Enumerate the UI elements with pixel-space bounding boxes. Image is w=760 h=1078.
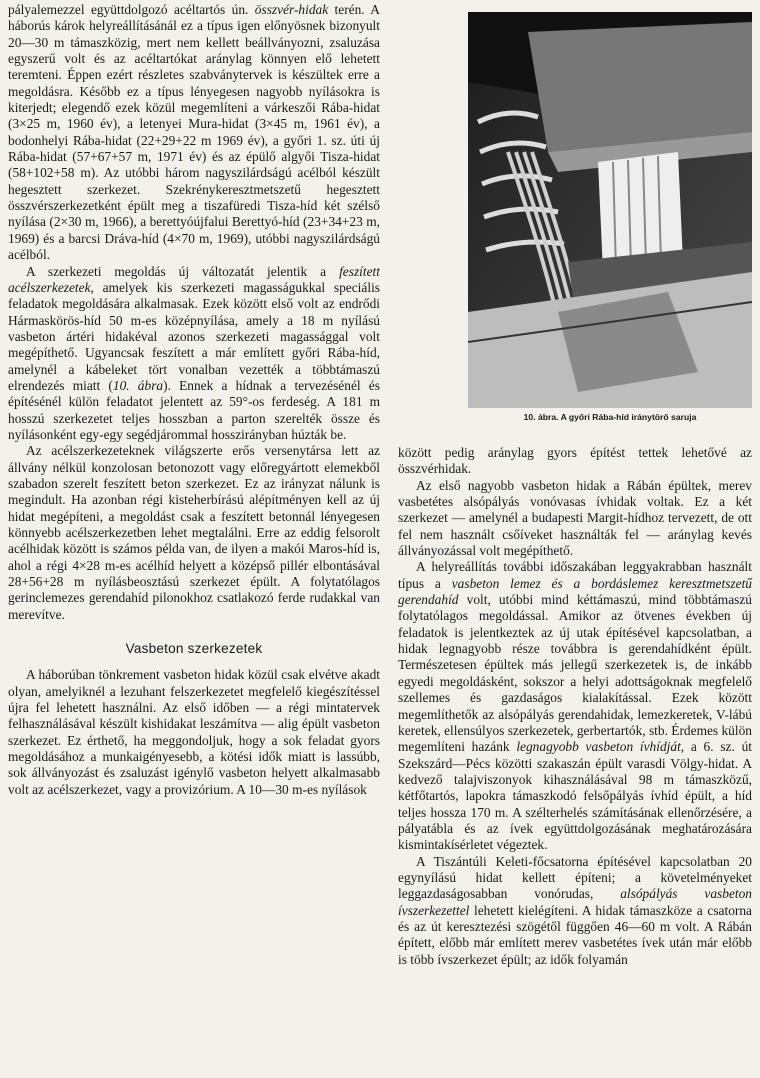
- text-run: lehetett kielégíteni. A hidak támaszköze a csatorna és az út keresztezési szögétől függően 46—60 m volt. A Rábán épített, előbb már említett merev vasbetétes ívek után már előbb is több ívszerkezet épült; az idők folyamán: [398, 902, 752, 967]
- paragraph: [398, 478, 752, 560]
- italic-run: 10. ábra: [112, 377, 164, 393]
- paragraph: [8, 667, 380, 798]
- text-run: Az első nagyobb vasbeton hidak a Rábán épültek, merev vasbetétes alsópályás vonóvasas ívhidak voltak. Ez a két szerkezet — amelynél a budapesti Margit-hídhoz tervezett, de ott fel nem használt csőíveket használták fel — aránylag kevés állványozással volt megépíthető.: [398, 477, 752, 559]
- italic-run: összvér-hidak: [254, 2, 329, 17]
- text-run: A szerkezeti megoldás új változatát jelentik a: [26, 263, 340, 279]
- text-run: között pedig aránylag gyors építést tettek lehetővé az összvérhidak.: [398, 445, 752, 477]
- text-run: A helyreállítás további időszakában leggyakrabban használt típus a: [398, 559, 752, 591]
- left-column: [8, 2, 380, 798]
- paragraph: [8, 443, 380, 623]
- text-run: terén. A háborús károk helyreállításánál ez a típus igen előnyösnek bizonyult 20—30 m támaszközig, mert nem kellett beállványozni, zsaluzása egyszerű volt és az acéltartókat aránylag könnyen elő lehetett teremteni. Éppen ezért részletes szabványtervek is készültek erre a megoldásra. Később ez a típus lényegesen nagyobb nyílásokra is kiterjedt; elegendő ezek közül megemlíteni a várkeszői Rába-hidat (3×25 m, 1960 év), a letenyei Mura-hidat (3×45 m, 1961 év), a bodonhelyi Rába-hidat (22+29+22 m 1969 év), a győri 1. sz. úti új Rába-hidat (57+67+57 m, 1971 év) és az épülő algyői Tisza-hidat (58+102+58 m). Az utóbbi három nagyszilárdságú acélból készült hegesztett szerkezet. Szekrénykeresztmetszetű hegesztett összvérszerkezetként épült meg a tiszafüredi Tisza-híd két szélső nyílása (2×30 m, 1966), a berettyóújfalui Berettyó-híd (23+34+23 m, 1969) és a barcsi Dráva-híd (4×70 m, 1969), utóbbi nagyszilárdságú acélból.: [8, 2, 380, 263]
- right-column: [398, 445, 752, 968]
- paragraph: [8, 2, 380, 264]
- right-paragraphs: [398, 445, 752, 968]
- italic-run: legnagyobb vasbeton ívhídját: [516, 739, 681, 755]
- text-run: volt, utóbbi mind kéttámaszú, mind többtámaszú folytatólagos megoldással. Amikor az ötvenes években új feladatok is jelentkeztek az új utak építésével kapcsolatban, a hidak legnagyobb része továbbra is gerendahídként épült. Természetesen épültek más jellegű szerkezetek is, de inkább egyedi megoldásként, sokszor a helyi adottságoknak megfelelő szellemes és gazdaságos kialakítással. Ezek között megemlíthetők az alsópályás gerendahidak, lemezkeretek, V-lábú keretek, ellensúlyos szerkezetek, gerbertartók, stb. Érdemes külön megemlíteni hazánk: [398, 592, 752, 755]
- italic-run: vasbeton lemez és a bordáslemez keresztmetszetű gerendahíd: [398, 575, 752, 608]
- figure-photo: [468, 12, 752, 408]
- italic-run: feszített acélszerkezetek: [8, 263, 380, 295]
- text-run: ). Ennek a hídnak a tervezésénél és építésénél külön feladatot jelentett az 59°-os ferdeség. A 181 m hosszú szerkezetet teljes hosszban a parton szerelték össze és nyílásonként egy-egy segédjárommal hosszirányban húzták be.: [8, 377, 380, 442]
- paragraph: [398, 559, 752, 853]
- paragraph: [8, 264, 380, 444]
- left-paragraphs: [8, 2, 380, 623]
- section-heading: Vasbeton szerkezetek: [125, 641, 263, 657]
- figure-caption: 10. ábra. A győri Rába-híd iránytörő saruja: [523, 412, 697, 422]
- text-run: , a 6. sz. út Szekszárd—Pécs közötti szakaszán épült varasdi Völgy-hidat. A kedvező talajviszonyok kihasználásával 98 m támaszközű, kétfőtartós, lapokra támaszkodó felsőpályás ívhíd épült, a híd teljes hossza 170 m. A szélterhelés számításának ellenőrzésére, a pályatábla és az ívek együttdolgozásának meghatározására kismintakísérletet végeztek.: [398, 739, 752, 853]
- text-run: pályalemezzel együttdolgozó acéltartós ún.: [8, 2, 255, 17]
- text-run: Az acélszerkezeteknek világszerte erős versenytársa lett az állvány nélkül konzolosan betonozott vagy előregyártott elemekből szabadon szerelt feszített beton szerkezet. Ez az irányzat nálunk is megindult. Ha azonban régi kisteherbírású alépítményen kell az új hidat megépíteni, a megoldást csak a feszített betonnál lényegesen könnyebb acélszerkezetben lehet megtalálni. Erre az eddig felsorolt acélhidak között is számos példa van, de ilyen a makói Maros-híd is, ahol a régi 4×28 m-es acélhíd helyett a középső pillér elbontásával 28+56+28 m nyílásbeosztású szerkezet épült. A folytatólagos gerinclemezes gerendahíd pilonokhoz csatlakozó ferde rudakkal van merevítve.: [8, 443, 380, 622]
- bridge-bearing-photo: [468, 12, 752, 408]
- left-paragraphs-after: [8, 667, 380, 798]
- paragraph: [398, 445, 752, 478]
- text-run: A Tiszántúli Keleti-főcsatorna építésével kapcsolatban 20 egynyílású hidat kellett építeni; a követelményeket leggazdaságosabban vonórudas,: [398, 853, 752, 902]
- text-run: , amelyek kis szerkezeti magasságukkal speciális feladatok megoldására alkalmasak. Ezek között első volt az endrődi Hármaskörös-híd 50 m-es középnyílása, amely a 18 m nyílású vasbeton ártéri hidakéval azonos szerkezeti magassággal volt megépíthető. Ugyancsak feszített a már említett győri Rába-híd, amelynél a kábeleket tört vonalban vezették a többtámaszú elrendezés miatt (: [8, 279, 380, 393]
- italic-run: alsópályás vasbeton ívszerkezettel: [398, 886, 753, 918]
- paragraph: [398, 854, 752, 968]
- text-run: A háborúban tönkrement vasbeton hidak közül csak elvétve akadt olyan, amelyiknél a lezuhant felszerkezetet megfelelő kiegészítéssel újra fel lehetett használni. Az első időben — a régi mintatervek felhasználásával készült kishidakat leszámítva — alig épült vasbeton szerkezet. Ez érthető, ha meggondoljuk, hogy a sok feladat gyors megoldásához a munkaigényesebb, a kötési idők miatt is lassúbb, sok állványozást és zsaluzást igénylő vasbeton helyett alkalmasabb volt az acélszerkezet, vagy a provizórium. A 10—30 m-es nyílások: [8, 667, 380, 797]
